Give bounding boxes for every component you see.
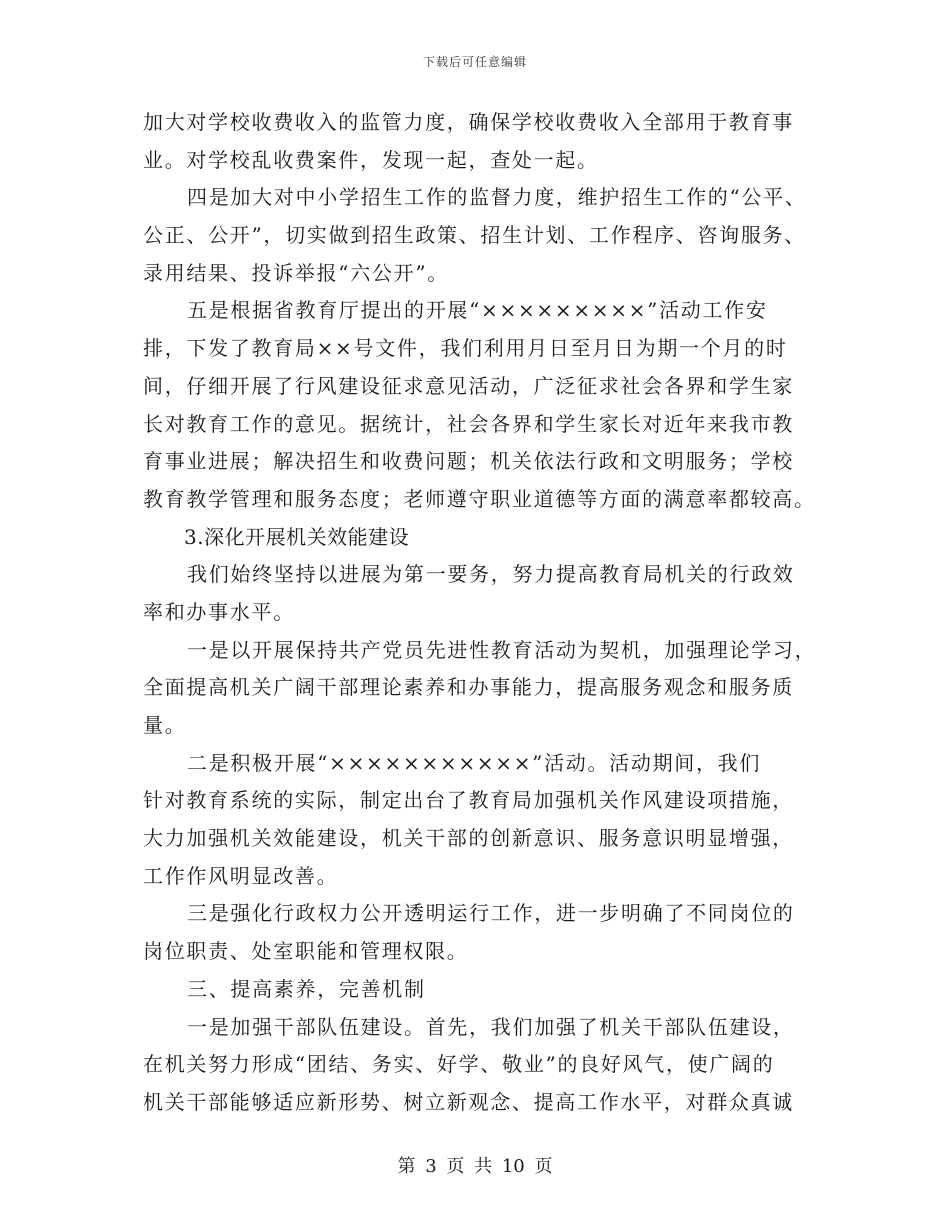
body-line: 工作作风明显改善。: [143, 863, 339, 888]
body-line: 教育教学管理和服务态度；老师遵守职业道德等方面的满意率都较高。: [143, 486, 816, 511]
body-line: 在机关努力形成“团结、务实、好学、敬业”的良好风气，使广阔的: [143, 1052, 775, 1077]
body-line: 间，仔细开展了行风建设征求意见活动，广泛征求社会各界和学生家: [143, 373, 794, 398]
paragraph-start-line: 一是加强干部队伍建设。首先，我们加强了机关干部队伍建设，: [187, 1014, 795, 1039]
page-number-footer: 第 3 页 共 10 页: [397, 1156, 553, 1177]
paragraph-start-line: 一是以开展保持共产党员先进性教育活动为契机，加强理论学习，: [187, 637, 817, 662]
body-line: 率和办事水平。: [143, 599, 295, 624]
paragraph-start-line: 五是根据省教育厅提出的开展“×××××××××”活动工作安: [187, 298, 768, 323]
body-line: 全面提高机关广阔干部理论素养和办事能力，提高服务观念和服务质: [143, 675, 794, 700]
body-line: 录用结果、投诉举报“六公开”。: [143, 260, 449, 285]
body-line: 长对教育工作的意见。据统计，社会各界和学生家长对近年来我市教: [143, 411, 794, 436]
document-body: [143, 104, 823, 1122]
body-line: 加大对学校收费收入的监管力度，确保学校收费收入全部用于教育事: [143, 110, 794, 134]
body-line: 岗位职责、处室职能和管理权限。: [143, 939, 469, 964]
section-heading: 3.深化开展机关效能建设: [184, 524, 410, 549]
body-line: 排，下发了教育局××号文件，我们利用月日至月日为期一个月的时: [143, 336, 788, 361]
body-line: 针对教育系统的实际，制定出台了教育局加强机关作风建设项措施，: [143, 788, 794, 813]
body-line: 业。对学校乱收费案件，发现一起，查处一起。: [143, 147, 599, 172]
page-header: 下载后可任意编辑: [422, 55, 527, 69]
body-line: 育事业进展；解决招生和收费问题；机关依法行政和文明服务；学校: [143, 449, 794, 474]
body-line: 大力加强机关效能建设，机关干部的创新意识、服务意识明显增强，: [143, 826, 794, 851]
body-line: 公正、公开”，切实做到招生政策、招生计划、工作程序、咨询服务、: [143, 223, 806, 248]
section-heading: 三、提高素养，完善机制: [187, 976, 426, 1001]
paragraph-start-line: 四是加大对中小学招生工作的监督力度，维护招生工作的“公平、: [187, 185, 807, 210]
paragraph-start-line: 二是积极开展“×××××××××××”活动。活动期间，我们: [187, 750, 762, 775]
body-line: 机关干部能够适应新形势、树立新观念、提高工作水平，对群众真诚: [143, 1089, 794, 1114]
paragraph-start-line: 三是强化行政权力公开透明运行工作，进一步明确了不同岗位的: [187, 901, 795, 926]
body-line: 量。: [143, 713, 187, 737]
paragraph-start-line: 我们始终坚持以进展为第一要务，努力提高教育局机关的行政效: [187, 562, 795, 587]
